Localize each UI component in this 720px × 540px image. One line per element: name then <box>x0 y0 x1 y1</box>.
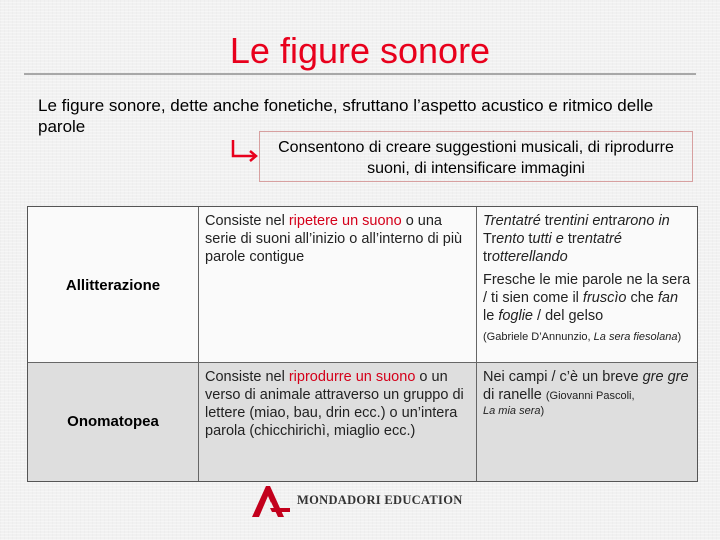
definition-text: Consiste nel ripetere un suono o una serie di suoni all’inizio o all’interno di più parole contigue <box>205 213 463 265</box>
example-source-inline: (Giovanni Pascoli, <box>545 390 635 402</box>
example-source: (Gabriele D’Annunzio, La sera fiesolana) <box>483 331 682 343</box>
example-text: Nei campi / c’è un breve gre gre di ranelle (Giovanni Pascoli, <box>483 369 689 403</box>
definition-cell <box>198 207 476 362</box>
term-cell <box>28 363 198 481</box>
publisher-logo <box>250 484 490 520</box>
example-text: Fresche le mie parole ne la sera / ti sien come il fruscìo che fan le foglie / del gelso <box>483 272 691 324</box>
table-row <box>28 207 697 362</box>
figures-table <box>27 206 698 482</box>
down-right-arrow-icon <box>228 137 262 165</box>
definition-cell <box>198 363 476 481</box>
term-label: Allitterazione <box>65 277 161 294</box>
example-cell <box>476 363 696 481</box>
mondadori-logo-icon <box>250 484 292 518</box>
highlight-text: riprodurre un suono <box>288 369 416 385</box>
example-text: Trentatré trentini entrarono in Trento tutti e trentatré trotterellando <box>483 213 670 265</box>
example-source: La mia sera) <box>483 405 545 417</box>
term-cell <box>28 207 198 362</box>
definition-text: Consiste nel riprodurre un suono o un verso di animale attraverso un gruppo di lettere (miao, bau, drin ecc.) o un’intera parola (chicchirichì, miaglio ecc.) <box>205 369 464 439</box>
highlight-text: ripetere un suono <box>288 213 402 229</box>
page-title: Le figure sonore <box>229 30 491 71</box>
intro-text: Le figure sonore, dette anche fonetiche, sfruttano l’aspetto acustico e ritmico delle parole <box>38 96 654 136</box>
title-divider <box>24 73 696 75</box>
term-label: Onomatopea <box>67 413 159 430</box>
logo-text: MONDADORI EDUCATION <box>297 493 463 507</box>
table-row <box>28 362 697 481</box>
callout-box: Consentono di creare suggestioni musicali, di riprodurre suoni, di intensificare immagini <box>259 131 693 182</box>
example-cell <box>476 207 696 362</box>
